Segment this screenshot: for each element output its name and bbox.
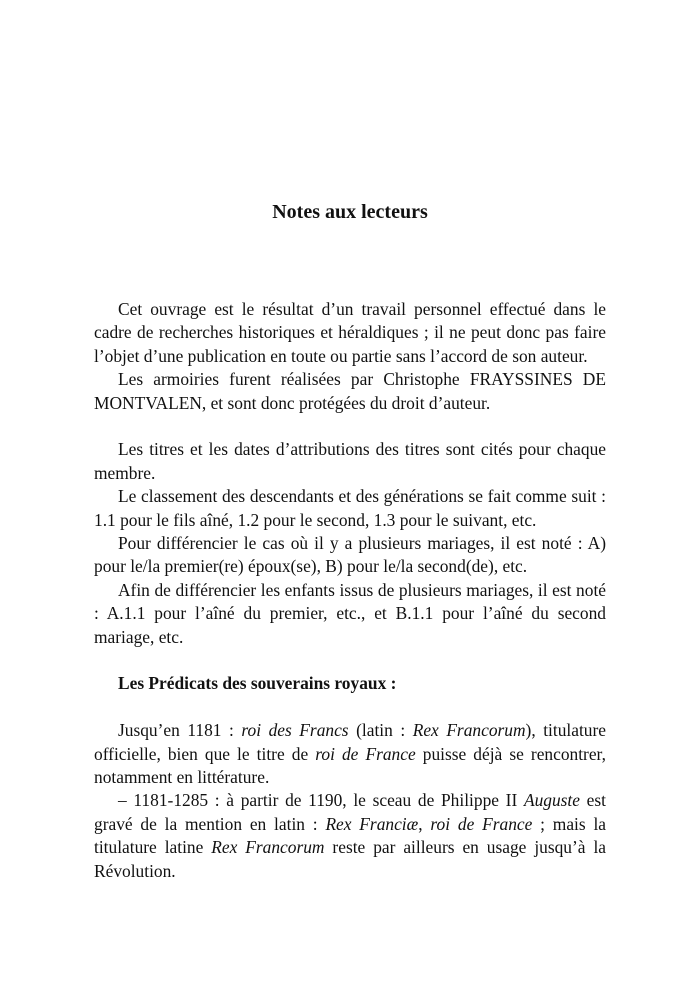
text-run: (latin : [348,720,413,741]
paragraph-armoiries: Les armoiries furent réalisées par Christophe FRAYSSINES DE MONTVALEN, et sont donc protégées du droit d’auteur. [94,369,606,413]
paragraph-mariages: Pour différencier le cas où il y a plusieurs mariages, il est noté : A) pour le/la premier(re) époux(se), B) pour le/la second(de), etc. [94,533,606,577]
spacer [94,696,606,719]
paragraph-classement: Le classement des descendants et des générations se fait comme suit : 1.1 pour le fils aîné, 1.2 pour le second, 1.3 pour le suivant, etc. [94,486,606,530]
italic-run: roi de France [430,813,533,834]
document-body [94,298,606,883]
italic-run: Rex Francorum [412,720,526,741]
italic-run: Rex Franciæ [325,813,419,834]
text-run: reste par ailleurs en usage jusqu’à la Révolution. [94,837,606,881]
text-run: Jusqu’en 1181 : [118,720,242,741]
paragraph-predicat-1181-1285 [94,789,606,883]
text-run: ), titulature officielle, bien que le titre de [94,720,606,764]
paragraph-titres: Les titres et les dates d’attributions des titres sont cités pour chaque membre. [94,439,606,483]
text-run: , [418,813,431,834]
paragraph-copyright: Cet ouvrage est le résultat d’un travail personnel effectué dans le cadre de recherches historiques et héraldiques ; il ne peut donc pas faire l’objet d’une publication en toute ou partie sans l’accord de son auteur. [94,299,606,366]
spacer [94,649,606,672]
paragraph-predicat-1181 [94,719,606,789]
text-run: puisse déjà se rencontrer, notamment en littérature. [94,743,607,788]
italic-run: Auguste [523,790,580,811]
italic-run: roi des Francs [241,720,349,741]
italic-run: roi de France [315,743,416,764]
text-run: est gravé de la mention en latin : [94,790,606,834]
section-heading-predicats: Les Prédicats des souverains royaux : [118,673,397,694]
paragraph-enfants: Afin de différencier les enfants issus de plusieurs mariages, il est noté : A.1.1 pour l’aîné du premier, etc., et B.1.1 pour l’aîné du second mariage, etc. [94,579,606,647]
page-title: Notes aux lecteurs [272,201,428,223]
italic-run: Rex Francorum [211,837,325,858]
text-run: ; mais la titulature latine [94,813,607,858]
spacer [94,415,606,438]
text-run: – 1181-1285 : à partir de 1190, le sceau de Philippe II [118,790,524,811]
